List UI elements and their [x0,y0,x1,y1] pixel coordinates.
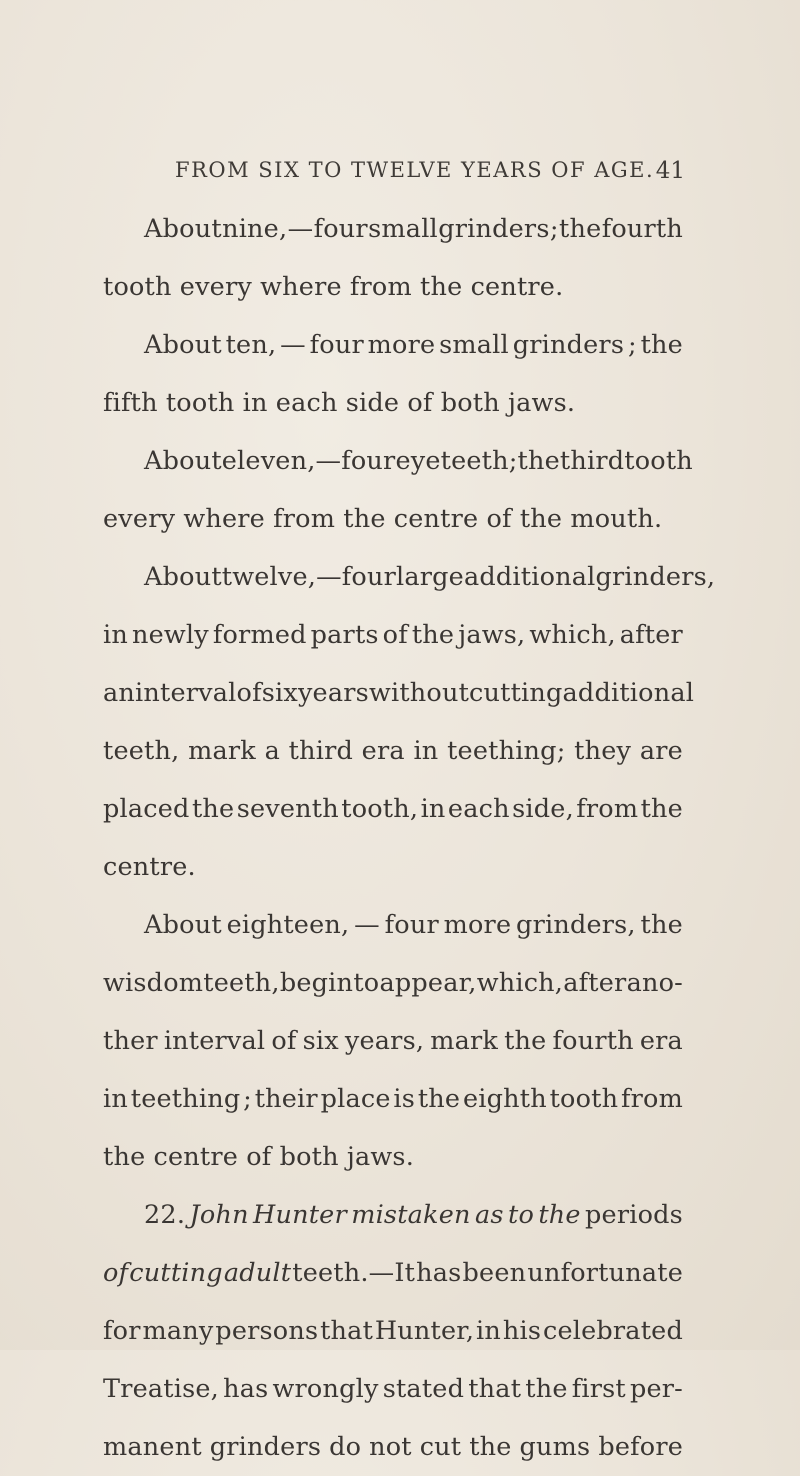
text-line: tooth every where from the centre. [103,272,564,302]
text-line: centre. [103,852,196,882]
text-line: of cutting adult teeth.—It has been unfortunate [103,1258,683,1288]
page-number: 41 [655,158,685,184]
text-line: wisdom teeth, begin to appear, which, after ano- [103,968,683,998]
text-line: About eighteen, — four more grinders, the [144,910,683,940]
running-head-title: FROM SIX TO TWELVE YEARS OF AGE. [175,158,655,182]
text-line: every where from the centre of the mouth. [103,504,663,534]
text-line: About ten, — four more small grinders ; the [144,330,683,360]
text-line: the centre of both jaws. [103,1142,415,1172]
text-line: for many persons that Hunter, in his celebrated [103,1316,683,1346]
text-line: fifth tooth in each side of both jaws. [103,388,576,418]
text-line: in newly formed parts of the jaws, which, after [103,620,683,650]
body-text [103,200,716,1476]
text-line: ther interval of six years, mark the fourth era [103,1026,683,1056]
running-head [175,158,685,198]
text-line: Treatise, has wrongly stated that the first per- [103,1374,683,1404]
text-line: placed the seventh tooth, in each side, from the [103,794,683,824]
text-line: 22. John Hunter mistaken as to the periods [144,1200,683,1230]
text-line: manent grinders do not cut the gums before [103,1432,683,1462]
text-line: in teething ; their place is the eighth tooth from [103,1084,683,1114]
text-line: About twelve, — four large additional grinders , [144,562,716,592]
text-line: About nine, — four small grinders ; the fourth [144,214,683,244]
text-line: an interval of six years without cutting additional [103,678,695,708]
text-line: teeth, mark a third era in teething; they are [103,736,683,766]
text-line: About eleven, — four eye teeth ; the third tooth [144,446,693,476]
